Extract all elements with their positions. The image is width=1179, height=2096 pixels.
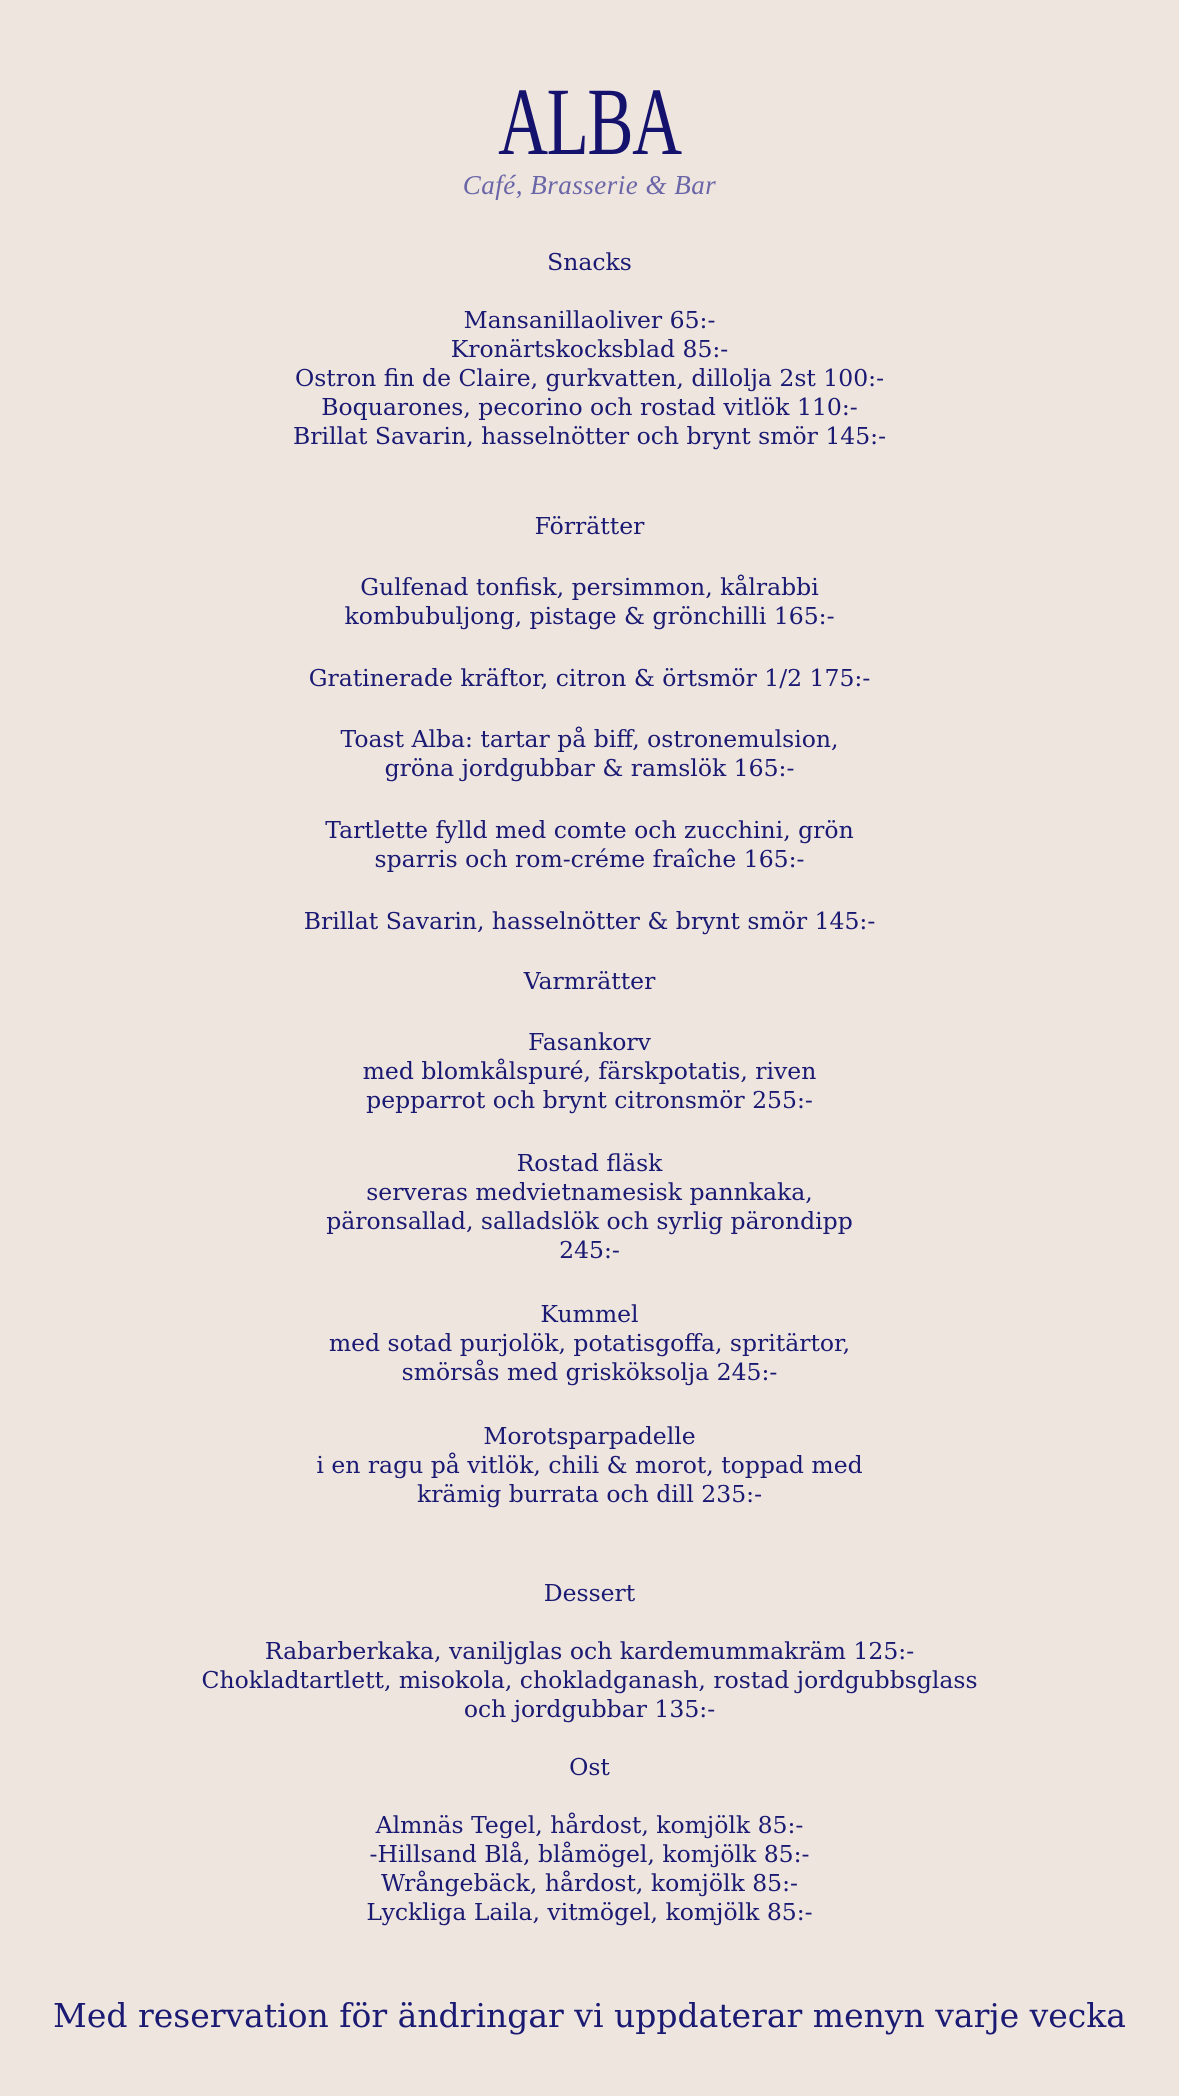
menu-item-line: Tartlette fylld med comte och zucchini, grön: [325, 816, 854, 844]
snacks-list: [0, 306, 1179, 451]
forratter-item: [0, 907, 1179, 936]
tagline: Café, Brasserie & Bar: [462, 170, 717, 200]
section-title-ost: Ost: [569, 1753, 610, 1781]
varmratter-item: [0, 1422, 1179, 1509]
forratter-item: [0, 725, 1179, 783]
forratter-item: [0, 816, 1179, 874]
menu-item-line: Kummel: [540, 1300, 639, 1328]
section-title-varmratter: Varmrätter: [523, 967, 656, 995]
menu-item-line: med blomkålspuré, färskpotatis, riven: [362, 1057, 817, 1085]
menu-item-line: Rostad fläsk: [516, 1149, 663, 1177]
menu-item: Kronärtskocksblad 85:-: [450, 335, 729, 363]
menu-item-line: kombubuljong, pistage & grönchilli 165:-: [344, 602, 835, 630]
menu-item-line: serveras medvietnamesisk pannkaka,: [366, 1178, 813, 1206]
menu-item-line: Fasankorv: [528, 1028, 651, 1056]
menu-item-line: pepparrot och brynt citronsmör 255:-: [366, 1086, 813, 1114]
menu-item: Chokladtartlett, misokola, chokladganash, rostad jordgubbsglass: [201, 1666, 978, 1694]
menu-item: -Hillsand Blå, blåmögel, komjölk 85:-: [369, 1840, 810, 1868]
menu-item: Wrångebäck, hårdost, komjölk 85:-: [381, 1869, 798, 1897]
ost-list: [0, 1811, 1179, 1927]
footer-note: Med reservation för ändringar vi uppdaterar menyn varje vecka: [53, 1996, 1126, 2035]
varmratter-item: [0, 1149, 1179, 1265]
menu-item: Rabarberkaka, vaniljglas och kardemummakräm 125:-: [264, 1637, 915, 1665]
varmratter-item: [0, 1028, 1179, 1115]
menu-item-line: Toast Alba: tartar på biff, ostronemulsion,: [340, 725, 839, 753]
menu-item-line: 245:-: [559, 1236, 620, 1264]
section-title-dessert: Dessert: [543, 1579, 636, 1607]
section-title-forratter: Förrätter: [534, 512, 645, 540]
menu-item-line: krämig burrata och dill 235:-: [416, 1480, 763, 1508]
menu-item-line: i en ragu på vitlök, chili & morot, toppad med: [316, 1451, 863, 1479]
forratter-item: [0, 573, 1179, 631]
section-title-snacks: Snacks: [547, 248, 632, 276]
menu-item-line: sparris och rom-créme fraîche 165:-: [374, 845, 805, 873]
menu-item: Ostron fin de Claire, gurkvatten, dillolja 2st 100:-: [294, 364, 885, 392]
menu-item: Lyckliga Laila, vitmögel, komjölk 85:-: [366, 1898, 813, 1926]
menu-item-line: Gulfenad tonfisk, persimmon, kålrabbi: [360, 573, 819, 601]
menu-item-line: Morotsparpadelle: [483, 1422, 696, 1450]
dessert-list: [0, 1637, 1179, 1724]
menu-item: Mansanillaoliver 65:-: [463, 306, 716, 334]
menu-item-line: smörsås med grisköksolja 245:-: [401, 1358, 778, 1386]
menu-item-line: gröna jordgubbar & ramslök 165:-: [384, 754, 795, 782]
menu-item: Almnäs Tegel, hårdost, komjölk 85:-: [375, 1811, 804, 1839]
logo: ALBA: [498, 68, 681, 175]
menu-item: Boquarones, pecorino och rostad vitlök 110:-: [321, 393, 858, 421]
menu-item-line: Gratinerade kräftor, citron & örtsmör 1/2 175:-: [308, 664, 871, 692]
menu-item-line: Brillat Savarin, hasselnötter & brynt smör 145:-: [303, 907, 876, 935]
menu-item-line: med sotad purjolök, potatisgoffa, spritärtor,: [328, 1329, 851, 1357]
forratter-item: [0, 664, 1179, 693]
menu-item-line: päronsallad, salladslök och syrlig pärondipp: [326, 1207, 853, 1235]
menu-item: Brillat Savarin, hasselnötter och brynt smör 145:-: [292, 422, 887, 450]
menu-item: och jordgubbar 135:-: [463, 1695, 716, 1723]
varmratter-item: [0, 1300, 1179, 1387]
